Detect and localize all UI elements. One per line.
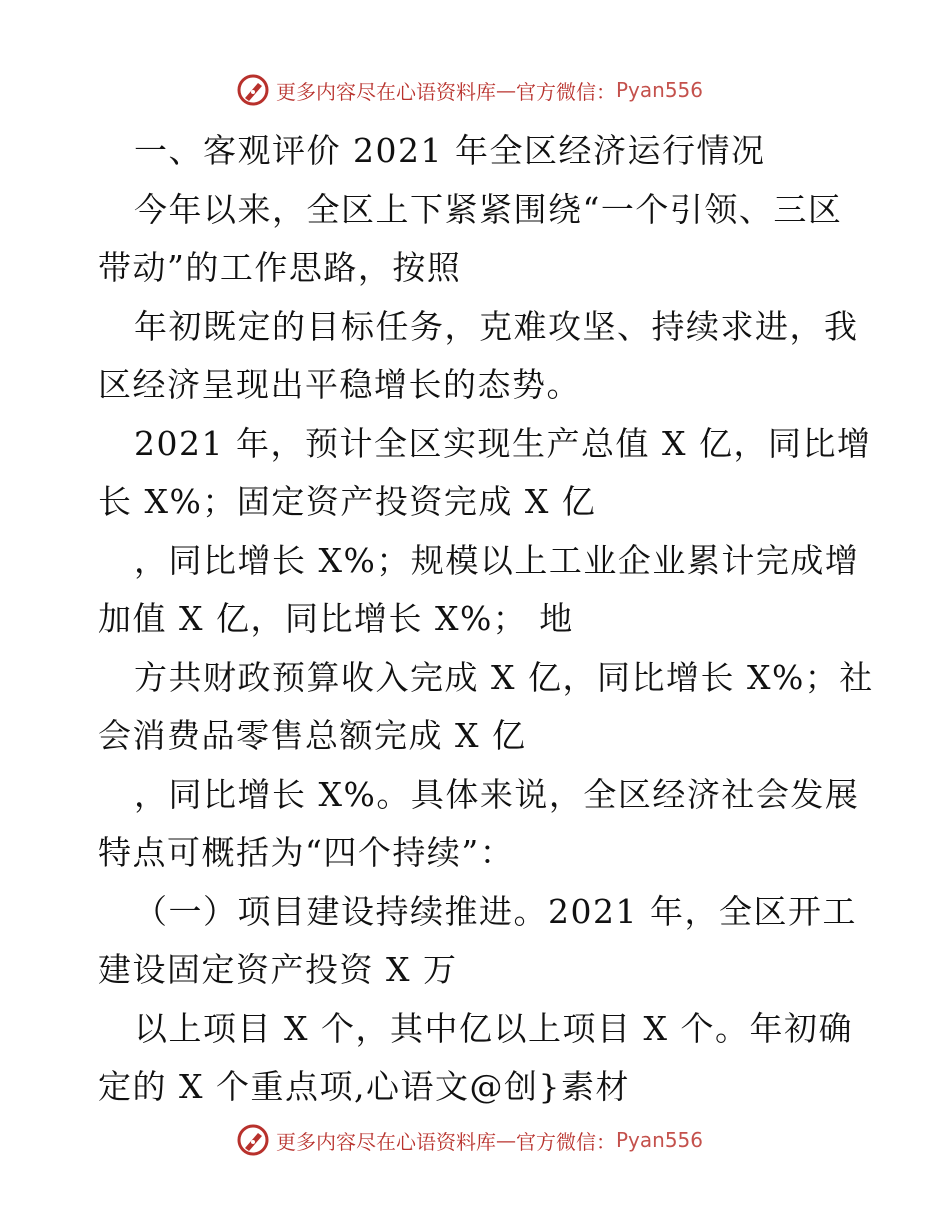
pen-nib-circle-icon (236, 1123, 270, 1157)
watermark-text: 更多内容尽在心语资料库 (276, 79, 496, 104)
watermark-text: 更多内容尽在心语资料库 (276, 1129, 496, 1154)
document-body (98, 122, 874, 1117)
footer-watermark (236, 1122, 716, 1158)
text-line: 加值 X 亿，同比增长 X%； 地 (98, 599, 574, 638)
text-line: 方共财政预算收入完成 X 亿，同比增长 X%；社 (134, 657, 874, 697)
text-line: 年初既定的目标任务，克难攻坚、持续求进，我 (134, 306, 859, 346)
watermark-suffix: 官方微信： (516, 1129, 616, 1154)
text-line: 特点可概括为“四个持续”： (98, 833, 515, 872)
text-line: 区经济呈现出平稳增长的态势。 (98, 365, 581, 404)
text-line: 2021 年，预计全区实现生产总值 X 亿，同比增 (134, 423, 872, 463)
text-line: 会消费品零售总额完成 X 亿 (98, 716, 527, 755)
text-line: ，同比增长 X%。具体来说，全区经济社会发展 (134, 774, 860, 814)
watermark-wechat-id: Pyan556 (616, 1128, 704, 1152)
watermark-suffix: 官方微信： (516, 79, 616, 104)
text-line: 以上项目 X 个，其中亿以上项目 X 个。年初确 (134, 1008, 853, 1048)
header-watermark (236, 72, 716, 108)
text-line: 建设固定资产投资 X 万 (98, 950, 458, 989)
pen-nib-circle-icon (236, 73, 270, 107)
text-line: 带动”的工作思路，按照 (98, 248, 462, 287)
watermark-wechat-id: Pyan556 (616, 78, 704, 102)
text-line: ，同比增长 X%；规模以上工业企业累计完成增 (134, 540, 860, 580)
watermark-separator: — (496, 1128, 516, 1152)
text-line: 定的 X 个重点项,心语文@创}素材 (98, 1067, 630, 1106)
text-line: 长 X%；固定资产投资完成 X 亿 (98, 482, 597, 521)
watermark-separator: — (496, 78, 516, 102)
text-line: 今年以来，全区上下紧紧围绕“一个引领、三区 (134, 189, 843, 229)
section-heading: 一、客观评价 2021 年全区经济运行情况 (134, 131, 766, 170)
subsection-line: （一）项目建设持续推进。2021 年，全区开工 (134, 891, 857, 931)
